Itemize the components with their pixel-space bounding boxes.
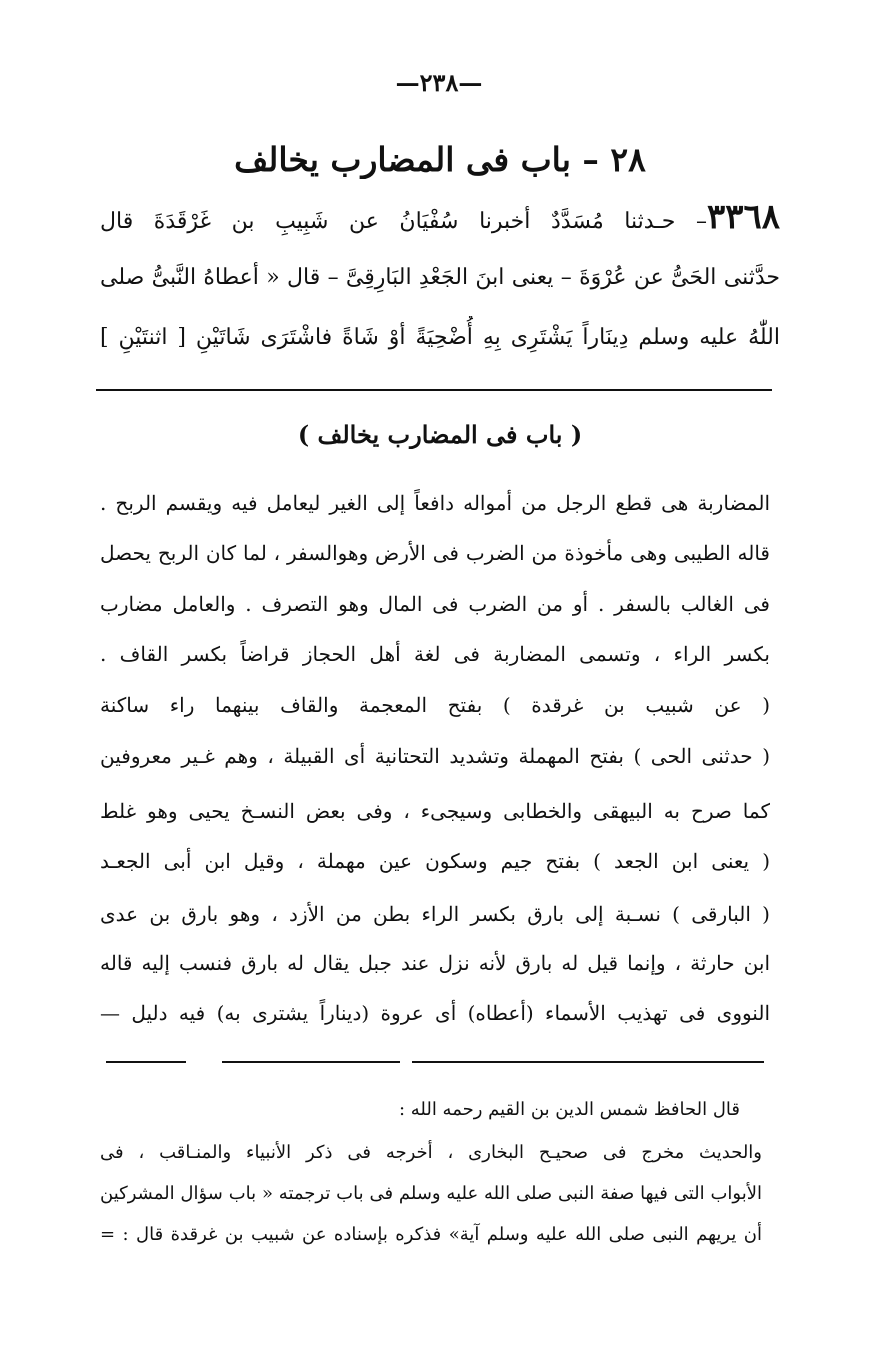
commentary-line: ( حدثنى الحى ) بفتح المهملة وتشديد التحتانية أى القبيلة ، وهم غـير معروفين xyxy=(100,744,770,768)
commentary-line: بكسر الراء ، وتسمى المضاربة فى لغة أهل الحجاز قراضاً بكسر القاف . xyxy=(100,642,770,666)
footnote-line: أن يريهم النبى صلى الله عليه وسلم آية» فذكره بإسناده عن شبيب بن غرقدة قال : = xyxy=(100,1224,762,1245)
page-number: —٢٣٨— xyxy=(395,68,483,97)
commentary-line: ( يعنى ابن الجعد ) بفتح جيم وسكون عين مهملة ، وقيل ابن أبى الجعـد xyxy=(100,849,770,873)
footnote-line: والحديث مخرج فى صحيـح البخارى ، أخرجه فى ذكر الأنبياء والمنـاقب ، فى xyxy=(100,1142,762,1163)
chapter-title: ٢٨ – باب فى المضارب يخالف xyxy=(234,140,646,179)
commentary-line: ( عن شبيب بن غرقدة ) بفتح المعجمة والقاف بينهما راء ساكنة xyxy=(100,693,770,717)
commentary-line: ( البارقى ) نسـبة إلى بارق بكسر الراء بطن من الأزد ، وهو بارق بن عدى xyxy=(100,902,770,926)
commentary-line: كما صرح به البيهقى والخطابى وسيجىء ، وفى بعض النسـخ يحيى وهو غلط xyxy=(100,799,770,823)
commentary-line: فى الغالب بالسفر . أو من الضرب فى المال وهو التصرف . والعامل مضارب xyxy=(100,592,770,616)
footnote-heading: قال الحافظ شمس الدين بن القيم رحمه الله : xyxy=(398,1099,740,1120)
hadith-line-3: اللّٰهُ عليه وسلم دِينَاراً يَشْتَرِى بِهِ أُضْحِيَةً أوْ شَاةً فاشْتَرَى شَاتَيْنِ [ اثنتَيْنِ ] xyxy=(100,325,780,350)
commentary-line: النووى فى تهذيب الأسماء (أعطاه) أى عروة (ديناراً يشترى به) فيه دليل — xyxy=(100,1001,770,1025)
footnote-divider xyxy=(412,1061,764,1063)
section-divider xyxy=(96,389,772,391)
commentary-title: ( باب فى المضارب يخالف ) xyxy=(297,420,583,449)
hadith-number: ٣٣٦٨ xyxy=(706,197,780,237)
footnote-divider xyxy=(222,1061,400,1063)
hadith-line-1 xyxy=(100,195,780,239)
hadith-line-2: حدَّثنى الحَىُّ عن عُرْوَةَ – يعنى ابنَ الجَعْدِ البَارِقِىَّ – قال « أعطاهُ النَّبىُّ صلى xyxy=(100,265,780,290)
hadith-text: – حـدثنا مُسَدَّدٌ أخبرنا سُفْيَانُ عن شَبِيبِ بن غَرْقَدَةَ قال xyxy=(100,209,707,234)
footnote-line: الأبواب التى فيها صفة النبى صلى الله عليه وسلم فى باب ترجمته « باب سؤال المشركين xyxy=(100,1183,762,1204)
commentary-line: قاله الطيبى وهى مأخوذة من الضرب فى الأرض وهوالسفر ، لما كان الربح يحصل xyxy=(100,541,770,565)
footnote-divider xyxy=(106,1061,186,1063)
commentary-line: ابن حارثة ، وإنما قيل له بارق لأنه نزل عند جبل يقال له بارق فنسب إليه قاله xyxy=(100,951,770,975)
commentary-line: المضاربة هى قطع الرجل من أمواله دافعاً إلى الغير ليعامل فيه ويقسم الربح . xyxy=(100,491,770,515)
